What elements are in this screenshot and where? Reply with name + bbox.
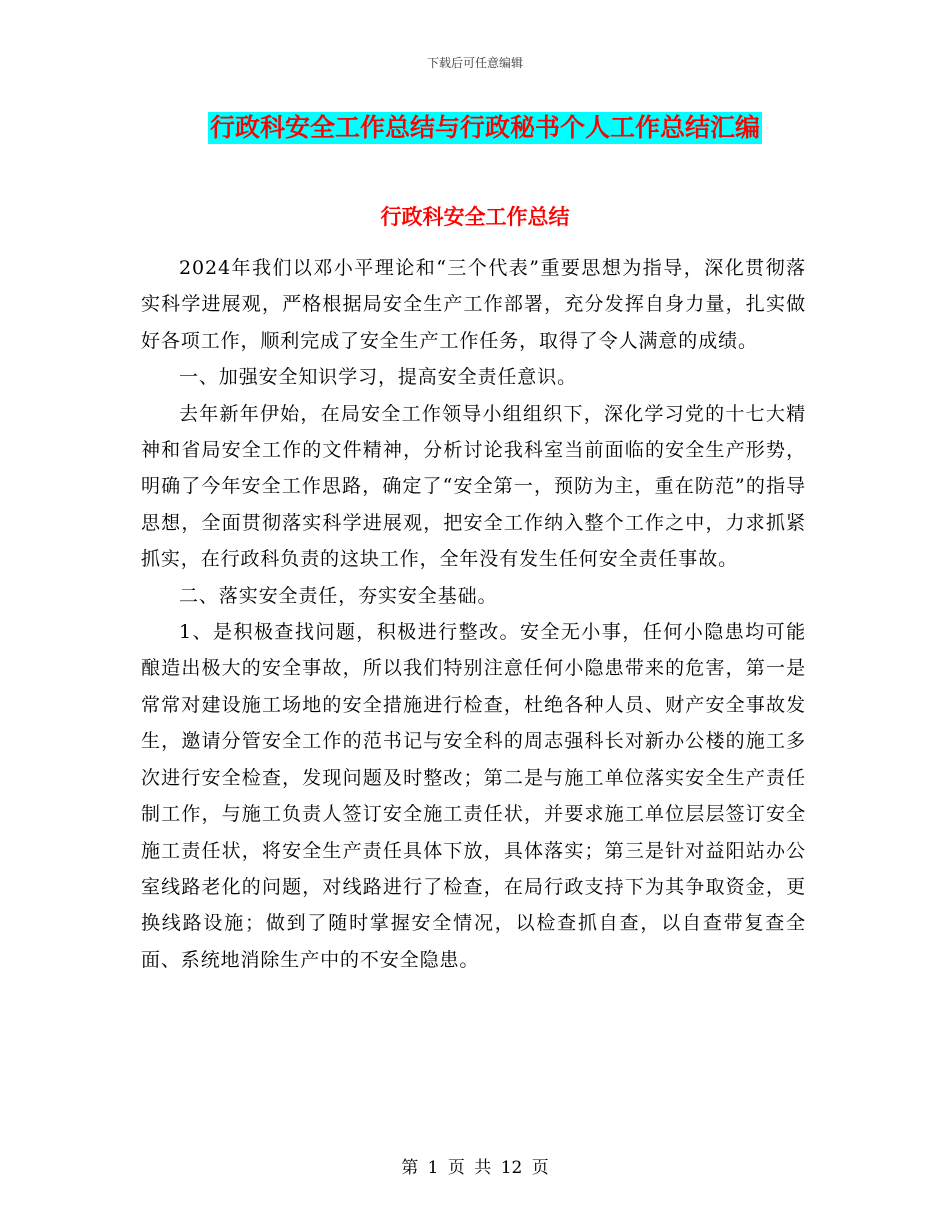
paragraph-rectification: 1、是积极查找问题，积极进行整改。安全无小事，任何小隐患均可能酿造出极大的安全事故，所以我们特别注意任何小隐患带来的危害，第一是常常对建设施工场地的安全措施进行检查，杜绝各种人员、财产安全事故发生，邀请分管安全工作的范书记与安全科的周志强科长对新办公楼的施工多次进行安全检查，发现问题及时整改；第二是与施工单位落实安全生产责任制工作，与施工负责人签订安全施工责任状，并要求施工单位层层签订安全施工责任状，将安全生产责任具体下放，具体落实；第三是针对益阳站办公室线路老化的问题，对线路进行了检查，在局行政支持下为其争取资金，更换线路设施；做到了随时掌握安全情况，以检查抓自查，以自查带复查全面、系统地消除生产中的不安全隐患。 xyxy=(141,621,806,971)
paragraph-heading-1: 一、加强安全知识学习，提高安全责任意识。 xyxy=(179,366,578,389)
header-note: 下载后可任意编辑 xyxy=(426,56,523,70)
paragraph-heading-2: 二、落实安全责任，夯实安全基础。 xyxy=(179,584,498,607)
document-title: 行政科安全工作总结与行政秘书个人工作总结汇编 xyxy=(210,113,761,142)
section-title: 行政科安全工作总结 xyxy=(380,204,570,229)
body-text xyxy=(141,250,806,978)
paragraph-study: 去年新年伊始，在局安全工作领导小组组织下，深化学习党的十七大精神和省局安全工作的文件精神，分析讨论我科室当前面临的安全生产形势，明确了今年安全工作思路，确定了“安全第一，预防为主，重在防范”的指导思想，全面贯彻落实科学进展观，把安全工作纳入整个工作之中，力求抓紧抓实，在行政科负责的这块工作，全年没有发生任何安全责任事故。 xyxy=(141,402,806,571)
paragraph-intro: 2024年我们以邓小平理论和“三个代表”重要思想为指导，深化贯彻落实科学进展观，严格根据局安全生产工作部署，充分发挥自身力量，扎实做好各项工作，顺利完成了安全生产工作任务，取得了令人满意的成绩。 xyxy=(141,257,806,352)
page-footer: 第 1 页 共 12 页 xyxy=(401,1158,549,1178)
